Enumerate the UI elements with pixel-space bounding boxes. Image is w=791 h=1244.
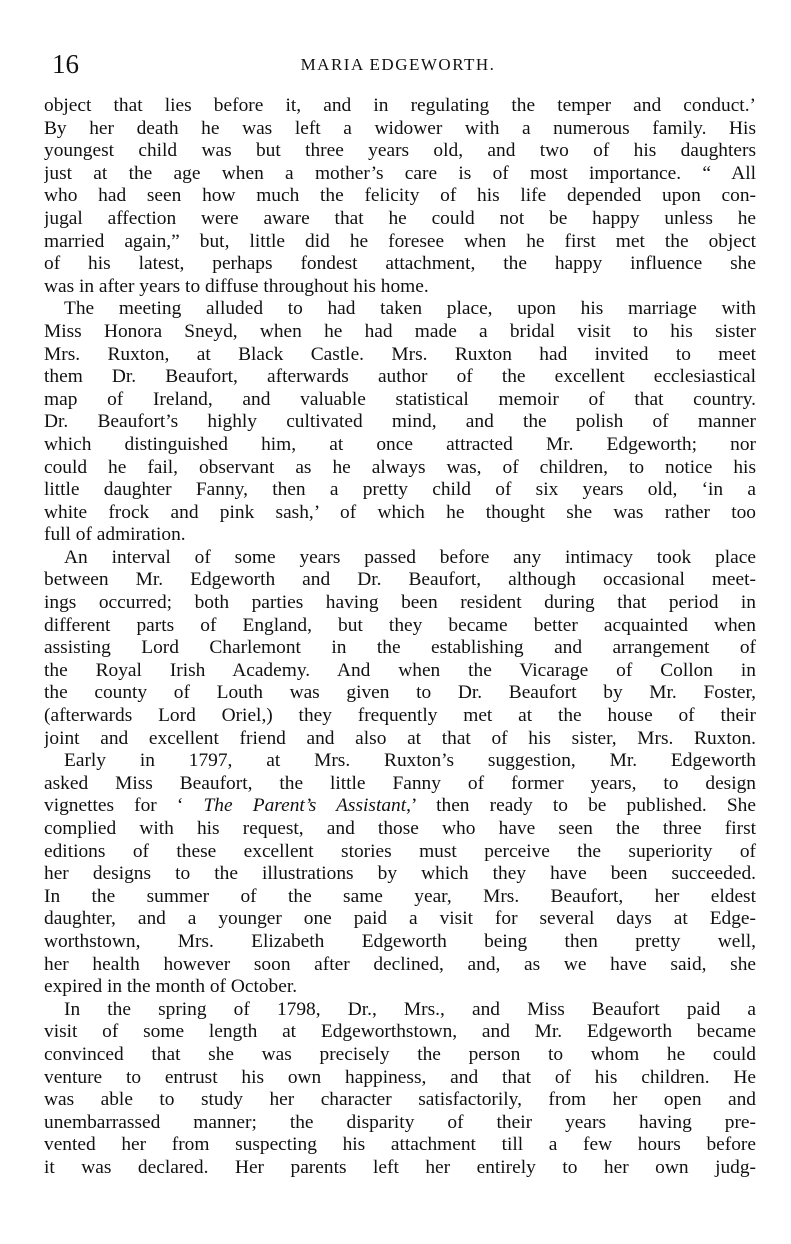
running-title: MARIA EDGEWORTH.: [300, 55, 496, 74]
text-line: editions of these excellent stories must perceive the superiority of: [44, 840, 756, 862]
text-line: between Mr. Edgeworth and Dr. Beaufort, although occasional meet-: [44, 569, 756, 591]
text-line: joint and excellent friend and also at that of his sister, Mrs. Ruxton.: [44, 727, 756, 749]
text-line: (afterwards Lord Oriel,) they frequently met at the house of their: [44, 705, 756, 727]
text-line: was able to study her character satisfactorily, from her open and: [44, 1089, 756, 1111]
page-header: [40, 47, 756, 81]
page-number: 16: [52, 49, 79, 79]
text-line: visit of some length at Edgeworthstown, and Mr. Edgeworth became: [44, 1021, 756, 1043]
text-line: full of admiration.: [44, 524, 186, 546]
paragraph-5: [44, 999, 756, 1180]
body-text: [44, 95, 756, 1180]
text-line: In the summer of the same year, Mrs. Beaufort, her eldest: [44, 885, 756, 907]
text-line: complied with his request, and those who have seen the three first: [44, 818, 756, 839]
paragraph-3: [44, 547, 756, 750]
text-line: Miss Honora Sneyd, when he had made a bridal visit to his sister: [44, 320, 756, 342]
text-line: could he fail, observant as he always was, of children, to notice his: [44, 456, 756, 478]
text-line: youngest child was but three years old, and two of his daughters: [44, 140, 756, 162]
text-line: her health however soon after declined, and, as we have said, she: [44, 953, 756, 975]
text-line: The meeting alluded to had taken place, upon his marriage with: [64, 298, 756, 320]
text-line: object that lies before it, and in regulating the temper and conduct.’: [44, 95, 756, 116]
text-line: them Dr. Beaufort, afterwards author of the excellent ecclesiastical: [44, 366, 756, 388]
book-title: The Parent’s Assistant: [203, 795, 407, 817]
text-line: married again,” but, little did he foresee when he first met the object: [44, 230, 756, 252]
text-line: white frock and pink sash,’ of which he thought she was rather too: [44, 501, 756, 523]
text-line: unembarrassed manner; the disparity of their years having pre-: [44, 1111, 756, 1133]
text-line: map of Ireland, and valuable statistical memoir of that country.: [44, 388, 756, 410]
paragraph-1: [44, 95, 756, 298]
text-line: which distinguished him, at once attracted Mr. Edgeworth; nor: [44, 433, 756, 455]
text-line: assisting Lord Charlemont in the establishing and arrangement of: [44, 637, 756, 659]
text-line: By her death he was left a widower with a numerous family. His: [44, 117, 756, 139]
text-line: asked Miss Beaufort, the little Fanny of former years, to design: [44, 772, 756, 794]
text-line: ings occurred; both parties having been resident during that period in: [44, 592, 756, 614]
text-line: venture to entrust his own happiness, and that of his children. He: [44, 1066, 756, 1088]
text-line: the Royal Irish Academy. And when the Vicarage of Collon in: [44, 659, 756, 681]
text-line: daughter, and a younger one paid a visit for several days at Edge-: [44, 908, 756, 930]
text-line: her designs to the illustrations by which they have been succeeded.: [44, 863, 756, 885]
text-line: jugal affection were aware that he could not be happy unless he: [44, 207, 756, 229]
text-line: An interval of some years passed before any intimacy took place: [64, 546, 756, 568]
text-line: little daughter Fanny, then a pretty child of six years old, ‘in a: [44, 479, 756, 501]
text-line: vignettes for ‘ The Parent’s Assistant,’ then ready to be published. She: [44, 795, 756, 817]
text-line: vented her from suspecting his attachment till a few hours before: [44, 1134, 756, 1156]
text-line: Dr. Beaufort’s highly cultivated mind, and the polish of manner: [44, 411, 756, 433]
text-line: convinced that she was precisely the person to whom he could: [44, 1043, 756, 1065]
paragraph-2: [44, 298, 756, 547]
text-line: it was declared. Her parents left her entirely to her own judg-: [44, 1156, 756, 1178]
text-line: Mrs. Ruxton, at Black Castle. Mrs. Ruxton had invited to meet: [44, 343, 756, 365]
text-line: expired in the month of October.: [44, 976, 298, 998]
text-line: worthstown, Mrs. Elizabeth Edgeworth being then pretty well,: [44, 930, 756, 952]
text-line: Early in 1797, at Mrs. Ruxton’s suggestion, Mr. Edgeworth: [64, 750, 756, 772]
text-line: of his latest, perhaps fondest attachment, the happy influence she: [44, 253, 756, 275]
text-line: was in after years to diffuse throughout his home.: [44, 275, 429, 297]
text-line: just at the age when a mother’s care is of most importance. “ All: [44, 162, 756, 184]
text-line: who had seen how much the felicity of his life depended upon con-: [44, 185, 756, 207]
text-line: the county of Louth was given to Dr. Beaufort by Mr. Foster,: [44, 682, 756, 704]
paragraph-4: [44, 750, 756, 999]
text-line: different parts of England, but they became better acquainted when: [44, 614, 756, 636]
text-line: In the spring of 1798, Dr., Mrs., and Miss Beaufort paid a: [64, 998, 756, 1020]
